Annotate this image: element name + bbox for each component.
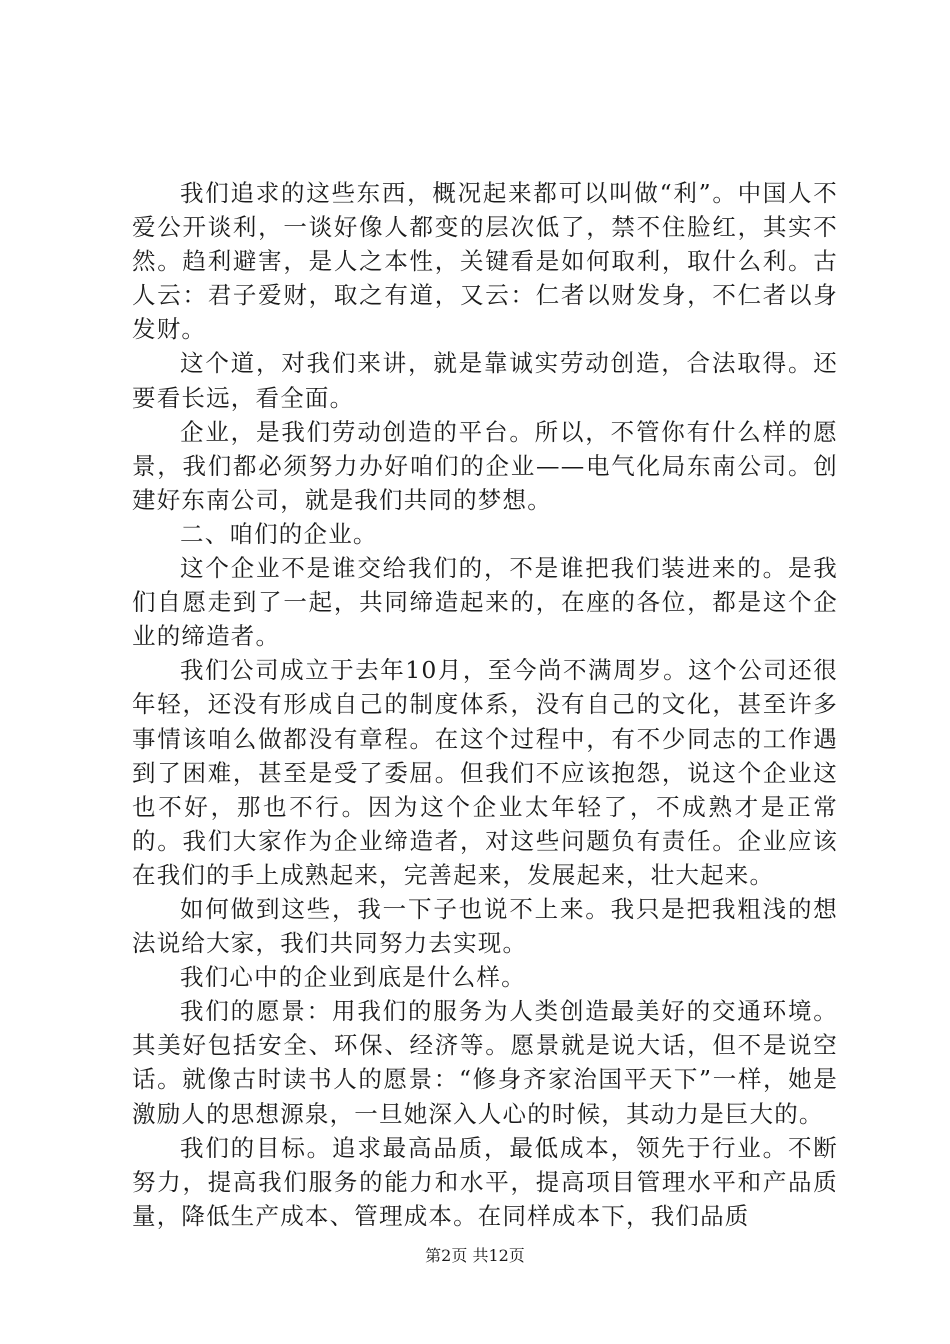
- paragraph-3: 企业，是我们劳动创造的平台。所以，不管你有什么样的愿景，我们都必须努力办好咱们的企业——电气化局东南公司。创建好东南公司，就是我们共同的梦想。: [132, 417, 838, 514]
- paragraph-8: 我们心中的企业到底是什么样。: [180, 963, 526, 992]
- document-body: [132, 176, 838, 1233]
- paragraph-5: 这个企业不是谁交给我们的，不是谁把我们装进来的。是我们自愿走到了一起，共同缔造起来的，在座的各位，都是这个企业的缔造者。: [132, 554, 838, 651]
- paragraph-9: 我们的愿景：用我们的服务为人类创造最美好的交通环境。其美好包括安全、环保、经济等。愿景就是说大话，但不是说空话。就像古时读书人的愿景：“修身齐家治国平天下”一样，她是激励人的思想源泉，一旦她深入人心的时候，其动力是巨大的。: [132, 997, 838, 1128]
- paragraph-10: 我们的目标。追求最高品质，最低成本，领先于行业。不断努力，提高我们服务的能力和水平，提高项目管理水平和产品质量，降低生产成本、管理成本。在同样成本下，我们品质: [132, 1133, 838, 1230]
- page-number-footer: 第2页 共12页: [425, 1246, 525, 1265]
- section-heading: 二、咱们的企业。: [180, 519, 378, 548]
- paragraph-6: 我们公司成立于去年10月，至今尚不满周岁。这个公司还很年轻，还没有形成自己的制度体系，没有自己的文化，甚至许多事情该咱么做都没有章程。在这个过程中，有不少同志的工作遇到了困难，甚至是受了委屈。但我们不应该抱怨，说这个企业这也不好，那也不行。因为这个企业太年轻了，不成熟才是正常的。我们大家作为企业缔造者，对这些问题负有责任。企业应该在我们的手上成熟起来，完善起来，发展起来，壮大起来。: [132, 656, 838, 889]
- paragraph-7: 如何做到这些，我一下子也说不上来。我只是把我粗浅的想法说给大家，我们共同努力去实现。: [132, 894, 838, 958]
- paragraph-2: 这个道，对我们来讲，就是靠诚实劳动创造，合法取得。还要看长远，看全面。: [132, 349, 838, 412]
- paragraph-1: 我们追求的这些东西，概况起来都可以叫做“利”。中国人不爱公开谈利，一谈好像人都变的层次低了，禁不住脸红，其实不然。趋利避害，是人之本性，关键看是如何取利，取什么利。古人云：君子爱财，取之有道，又云：仁者以财发身，不仁者以身发财。: [132, 179, 838, 344]
